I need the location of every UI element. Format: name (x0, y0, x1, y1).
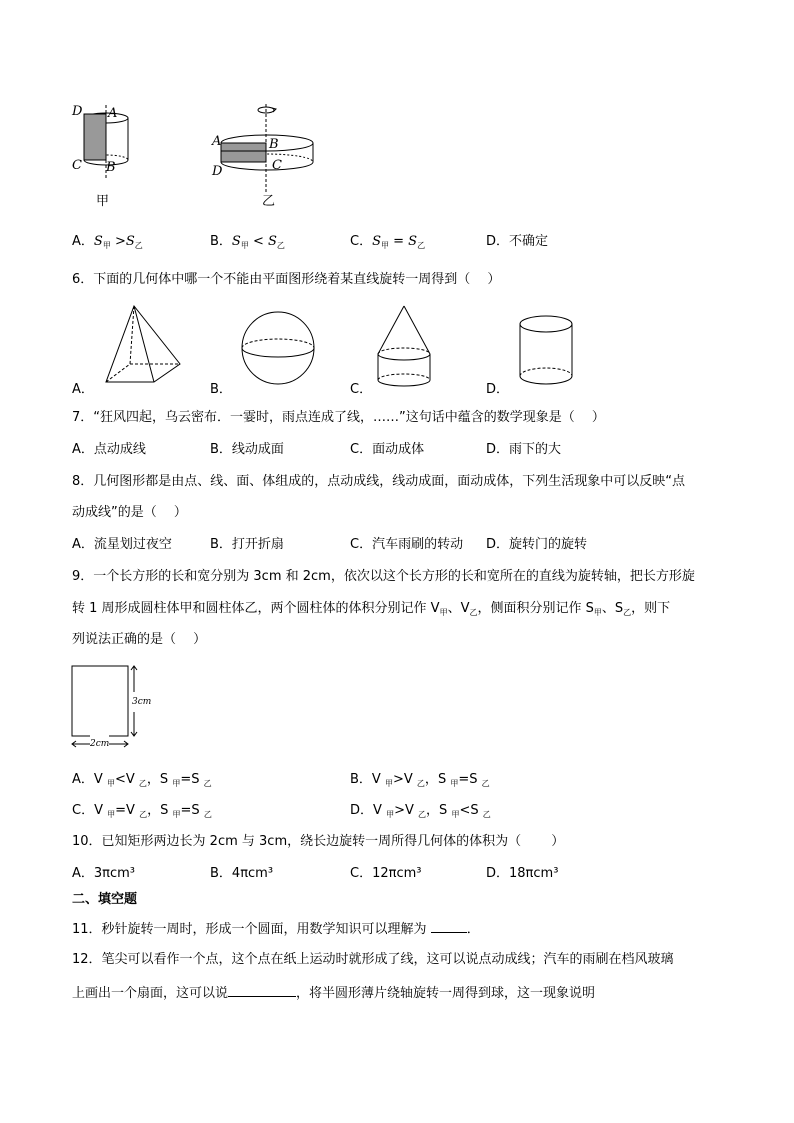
q7-stem: 7．“狂风四起，乌云密布．一霎时，雨点连成了线，……”这句话中蕴含的数学现象是（ ） (72, 410, 605, 425)
width-label: 2cm (90, 734, 109, 754)
q7-option-c[interactable]: C．面动成体 (350, 442, 425, 457)
q10-option-c[interactable]: C．12πcm³ (350, 866, 422, 881)
sphere-figure[interactable] (240, 310, 316, 386)
q10-stem: 10．已知矩形两边长为 2cm 与 3cm，绕长边旋转一周所得几何体的体积为（ ） (72, 834, 565, 849)
label-d: D (212, 164, 223, 179)
q8-option-c[interactable]: C．汽车雨刷的转动 (350, 537, 464, 552)
label-b: B (269, 137, 279, 152)
cone-cylinder-figure[interactable] (374, 304, 434, 388)
q6-option-c[interactable]: C． (350, 382, 373, 397)
q7-option-a[interactable]: A．点动成线 (72, 442, 146, 457)
label-b: B (106, 160, 116, 175)
q10-option-a[interactable]: A．3πcm³ (72, 866, 136, 881)
q6-option-a[interactable]: A． (72, 382, 94, 397)
q9-option-c[interactable]: C．V $_甲$=V $_乙$，S $_甲$=S $_乙$ (72, 803, 212, 819)
q6-option-b[interactable]: B． (210, 382, 232, 397)
q5-option-d[interactable]: D．不确定 (486, 234, 549, 249)
label-c: C (272, 158, 282, 173)
caption-yi: 乙 (262, 194, 276, 209)
q7-option-b[interactable]: B．线动成面 (210, 442, 284, 457)
q8-option-d[interactable]: D．旋转门的旋转 (486, 537, 588, 552)
q10-option-b[interactable]: B．4πcm³ (210, 866, 274, 881)
q9-option-b[interactable]: B．V $_甲$>V $_乙$，S $_甲$=S $_乙$ (350, 772, 490, 788)
caption-jia: 甲 (96, 194, 110, 209)
q12-line1: 12．笔尖可以看作一个点，这个点在纸上运动时就形成了线，这可以说点动成线；汽车的雨刷在档风玻璃 (72, 952, 674, 967)
label-d: D (72, 104, 83, 119)
label-a: A (212, 134, 222, 149)
q5-option-c[interactable]: C．$S_甲 = S_乙$ (350, 234, 426, 250)
q9-stem-line1: 9．一个长方形的长和宽分别为 3cm 和 2cm，依次以这个长方形的长和宽所在的直线为旋转轴，把长方形旋 (72, 569, 695, 584)
q8-option-a[interactable]: A．流星划过夜空 (72, 537, 172, 552)
q9-option-a[interactable]: A．V $_甲$<V $_乙$，S $_甲$=S $_乙$ (72, 772, 212, 788)
section-title: 二、填空题 (72, 892, 138, 907)
q8-option-b[interactable]: B．打开折扇 (210, 537, 284, 552)
q9-stem-line3: 列说法正确的是（ ） (72, 632, 207, 647)
q12-answer-blank[interactable] (228, 982, 296, 997)
q11-answer-blank[interactable] (431, 918, 467, 933)
q9-stem-line2: 转 1 周形成圆柱体甲和圆柱体乙，两个圆柱体的体积分别记作 $V_甲$、$V_乙$，侧面积分别记作 $S_甲$、$S_乙$，则下 (72, 601, 671, 617)
q8-stem-line1: 8．几何图形都是由点、线、面、体组成的，点动成线，线动成面，面动成体，下列生活现象中可以反映“点 (72, 474, 686, 489)
pyramid-figure[interactable] (100, 304, 184, 388)
q9-option-d[interactable]: D．V $_甲$>V $_乙$，S $_甲$<S $_乙$ (350, 803, 491, 819)
rectangle-figure (70, 664, 160, 754)
q8-stem-line2: 动成线”的是（ ） (72, 505, 187, 520)
q5-option-a[interactable]: A．$S_甲 >S_乙$ (72, 234, 143, 250)
label-c: C (72, 158, 82, 173)
cylinder-jia-figure (68, 100, 138, 215)
q5-option-b[interactable]: B．$S_甲 < S_乙$ (210, 234, 285, 250)
label-a: A (108, 106, 118, 121)
q10-option-d[interactable]: D．18πcm³ (486, 866, 559, 881)
q11-stem: 11．秒针旋转一周时，形成一个圆面，用数学知识可以理解为 ． (72, 918, 480, 940)
q6-stem: 6．下面的几何体中哪一个不能由平面图形绕着某直线旋转一周得到（ ） (72, 272, 501, 287)
q6-option-d[interactable]: D． (486, 382, 510, 397)
cylinder-yi-figure (210, 104, 325, 214)
q12-line2: 上画出一个扇面，这可以说 ，将半圆形薄片绕轴旋转一周得到球，这一现象说明 (72, 982, 595, 1004)
q7-option-d[interactable]: D．雨下的大 (486, 442, 562, 457)
height-label: 3cm (132, 692, 151, 712)
cylinder-figure[interactable] (516, 314, 576, 386)
